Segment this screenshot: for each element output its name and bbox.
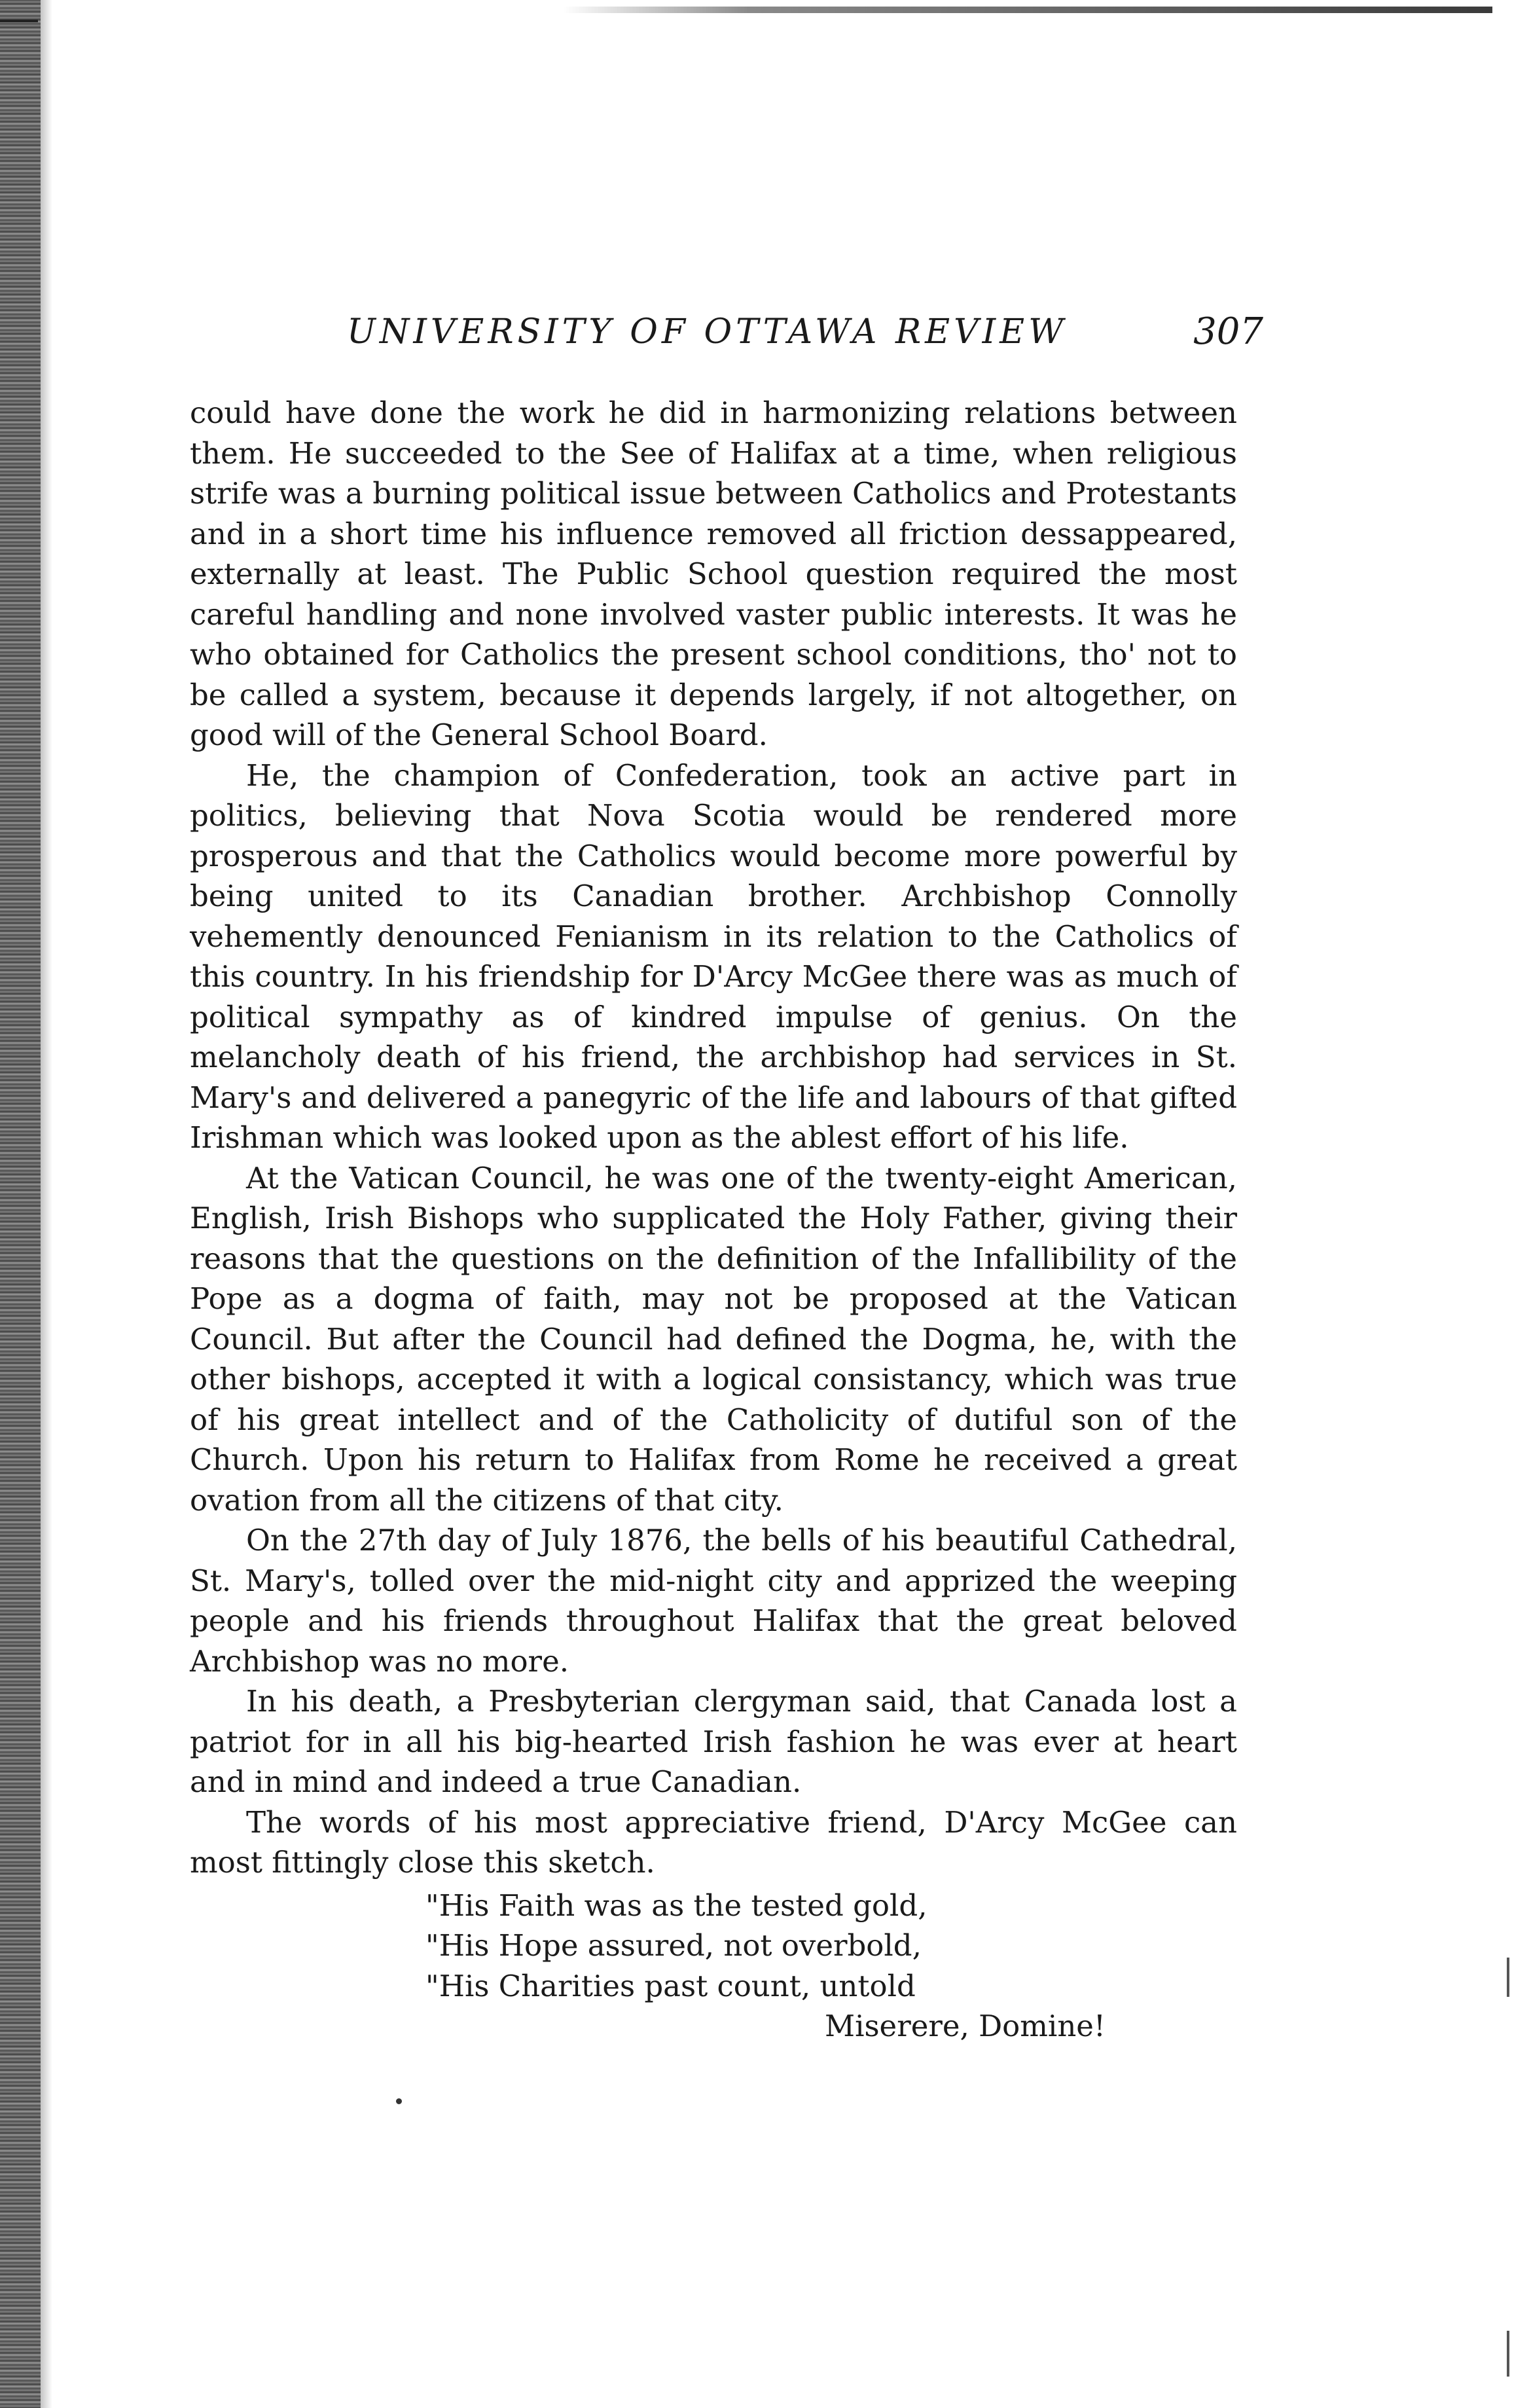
scan-mark <box>0 20 38 22</box>
paragraph-confederation: He, the champion of Confederation, took an active part in politics, believing that Nova Scotia would be rendered more prosperous and that the Catholics would become more powerful by being united to its Canadian brother. Archbishop Connolly vehemently denounced Fenianism in its relation to the Catholics of this country. In his friendship for D'Arcy McGee there was as much of political sympathy as of kindred impulse of genius. On the melancholy death of his friend, the archbishop had services in St. Mary's and delivered a panegyric of the life and labours of that gifted Irishman which was looked upon as the ablest effort of his life. <box>190 757 1237 1155</box>
verse-quote <box>190 1886 1237 2047</box>
verse-closing: Miserere, Domine! <box>825 2009 1106 2043</box>
margin-tick <box>1507 1958 1509 1997</box>
paragraph-vatican-council: At the Vatican Council, he was one of the twenty-eight American, English, Irish Bishops who supplicated the Holy Father, giving their reasons that the questions on the definition of the Infallibility of the Pope as a dogma of faith, may not be proposed at the Vatican Council. But after the Council had defined the Dogma, he, with the other bishops, accepted it with a logical consistancy, which was true of his great intellect and of the Catholicity of dutiful son of the Church. Upon his return to Halifax from Rome he received a great ovation from all the citizens of that city. <box>190 1160 1237 1518</box>
margin-tick <box>1507 2331 1509 2377</box>
stray-mark <box>396 2098 402 2104</box>
article-body <box>190 393 1237 2047</box>
running-header <box>190 302 1263 361</box>
verse-line: "His Hope assured, not overbold, <box>425 1928 922 1963</box>
paragraph-tribute: In his death, a Presbyterian clergyman said, that Canada lost a patriot for in all his big-hearted Irish fashion he was ever at heart and in mind and indeed a true Canadian. <box>190 1684 1237 1799</box>
paragraph-continued: could have done the work he did in harmonizing relations between them. He succeeded to the See of Halifax at a time, when religious strife was a burning political issue between Catholics and Protestants and in a short time his influence removed all friction dessappeared, externally at least. The Public School question required the most careful handling and none involved vaster public interests. It was he who obtained for Catholics the present school conditions, tho' not to be called a system, because it depends largely, if not altogether, on good will of the General School Board. <box>190 395 1237 752</box>
running-title: UNIVERSITY OF OTTAWA REVIEW <box>347 312 1068 352</box>
paragraph-closing: The words of his most appreciative friend, D'Arcy McGee can most fittingly close this sketch. <box>190 1804 1237 1880</box>
binding-edge <box>0 0 41 2408</box>
paragraph-death: On the 27th day of July 1876, the bells of his beautiful Cathedral, St. Mary's, tolled over the mid-night city and apprized the weeping people and his friends throughout Halifax that the great beloved Archbishop was no more. <box>190 1523 1237 1679</box>
verse-line: "His Faith was as the tested gold, <box>425 1888 928 1923</box>
verse-line: "His Charities past count, untold <box>425 1968 916 2003</box>
page-number: 307 <box>1193 310 1263 353</box>
top-rule <box>563 7 1492 13</box>
